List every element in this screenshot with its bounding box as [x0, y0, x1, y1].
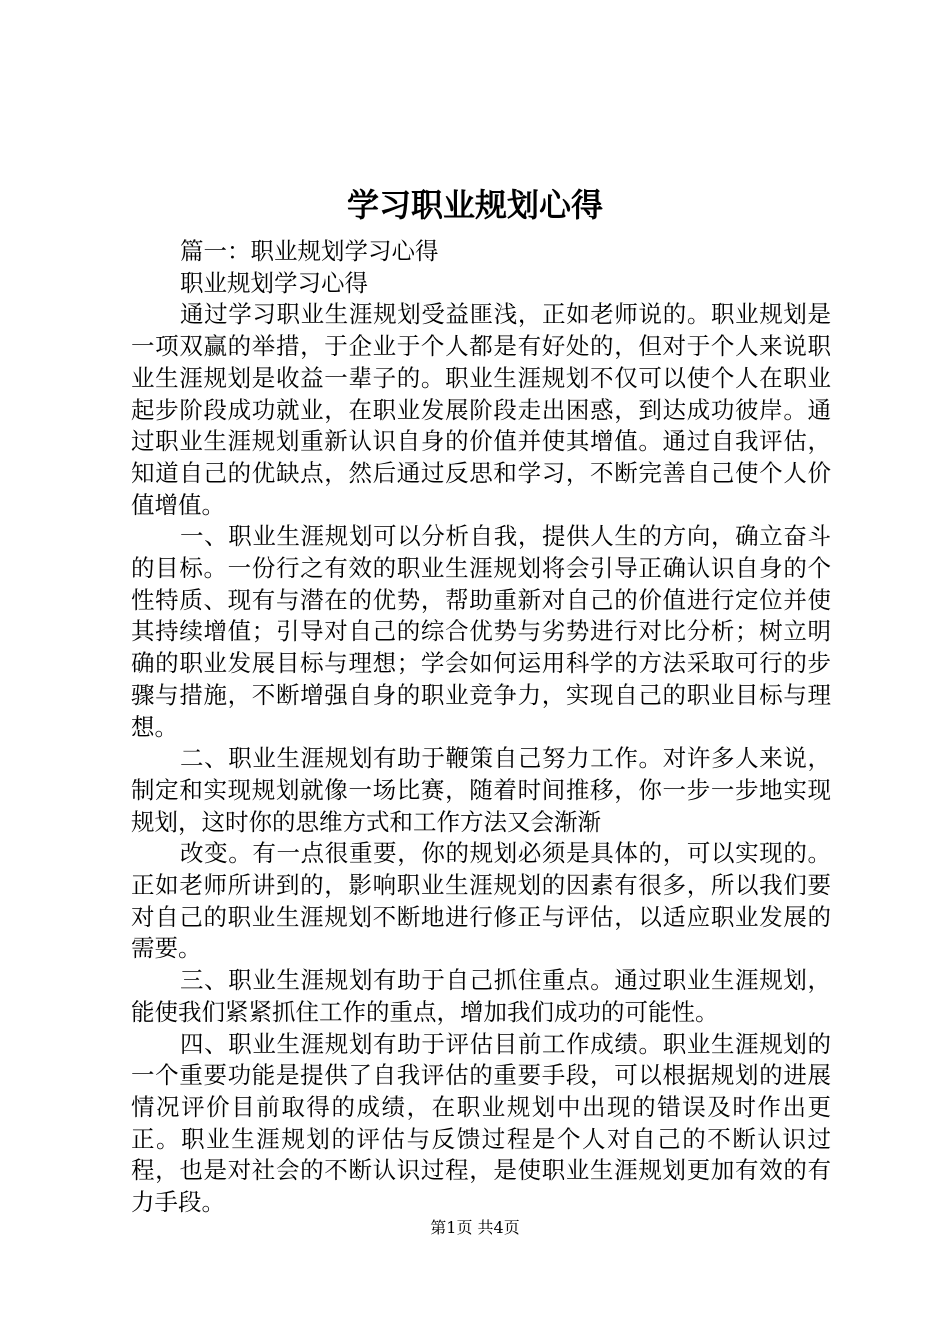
subtitle: 职业规划学习心得	[180, 268, 368, 297]
paragraph-intro: 通过学习职业生涯规划受益匪浅，正如老师说的。职业规划是一项双赢的举措，于企业于个人都是有好处的，但对于个人来说职业生涯规划是收益一辈子的。职业生涯规划不仅可以使个人在职业起步阶段成功就业，在职业发展阶段走出困惑，到达成功彼岸。通过职业生涯规划重新认识自身的价值并使其增值。通过自我评估，知道自己的优缺点，然后通过反思和学习，不断完善自己使个人价值增值。	[131, 300, 831, 519]
paragraph-point-2: 二、职业生涯规划有助于鞭策自己努力工作。对许多人来说，制定和实现规划就像一场比赛，随着时间推移，你一步一步地实现规划，这时你的思维方式和工作方法又会渐渐	[131, 744, 831, 836]
document-title: 学习职业规划心得	[346, 186, 603, 224]
paragraph-point-4: 四、职业生涯规划有助于评估目前工作成绩。职业生涯规划的一个重要功能是提供了自我评估的重要手段，可以根据规划的进展情况评价目前取得的成绩，在职业规划中出现的错误及时作出更正。职业生涯规划的评估与反馈过程是个人对自己的不断认识过程，也是对社会的不断认识过程，是使职业生涯规划更加有效的有力手段。	[131, 1029, 831, 1217]
document-body	[131, 236, 831, 1219]
paragraph-point-2-continued: 改变。有一点很重要，你的规划必须是具体的，可以实现的。正如老师所讲到的，影响职业生涯规划的因素有很多，所以我们要对自己的职业生涯规划不断地进行修正与评估，以适应职业发展的需要。	[131, 839, 831, 963]
page-footer: 第1页 共4页	[430, 1218, 520, 1237]
paragraph-point-3: 三、职业生涯规划有助于自己抓住重点。通过职业生涯规划，能使我们紧紧抓住工作的重点，增加我们成功的可能性。	[131, 966, 831, 1026]
paragraph-point-1: 一、职业生涯规划可以分析自我，提供人生的方向，确立奋斗的目标。一份行之有效的职业生涯规划将会引导正确认识自身的个性特质、现有与潜在的优势，帮助重新对自己的价值进行定位并使其持续增值；引导对自己的综合优势与劣势进行对比分析；树立明确的职业发展目标与理想；学会如何运用科学的方法采取可行的步骤与措施，不断增强自身的职业竞争力，实现自己的职业目标与理想。	[131, 522, 831, 741]
section-heading: 篇一：职业规划学习心得	[180, 237, 439, 265]
